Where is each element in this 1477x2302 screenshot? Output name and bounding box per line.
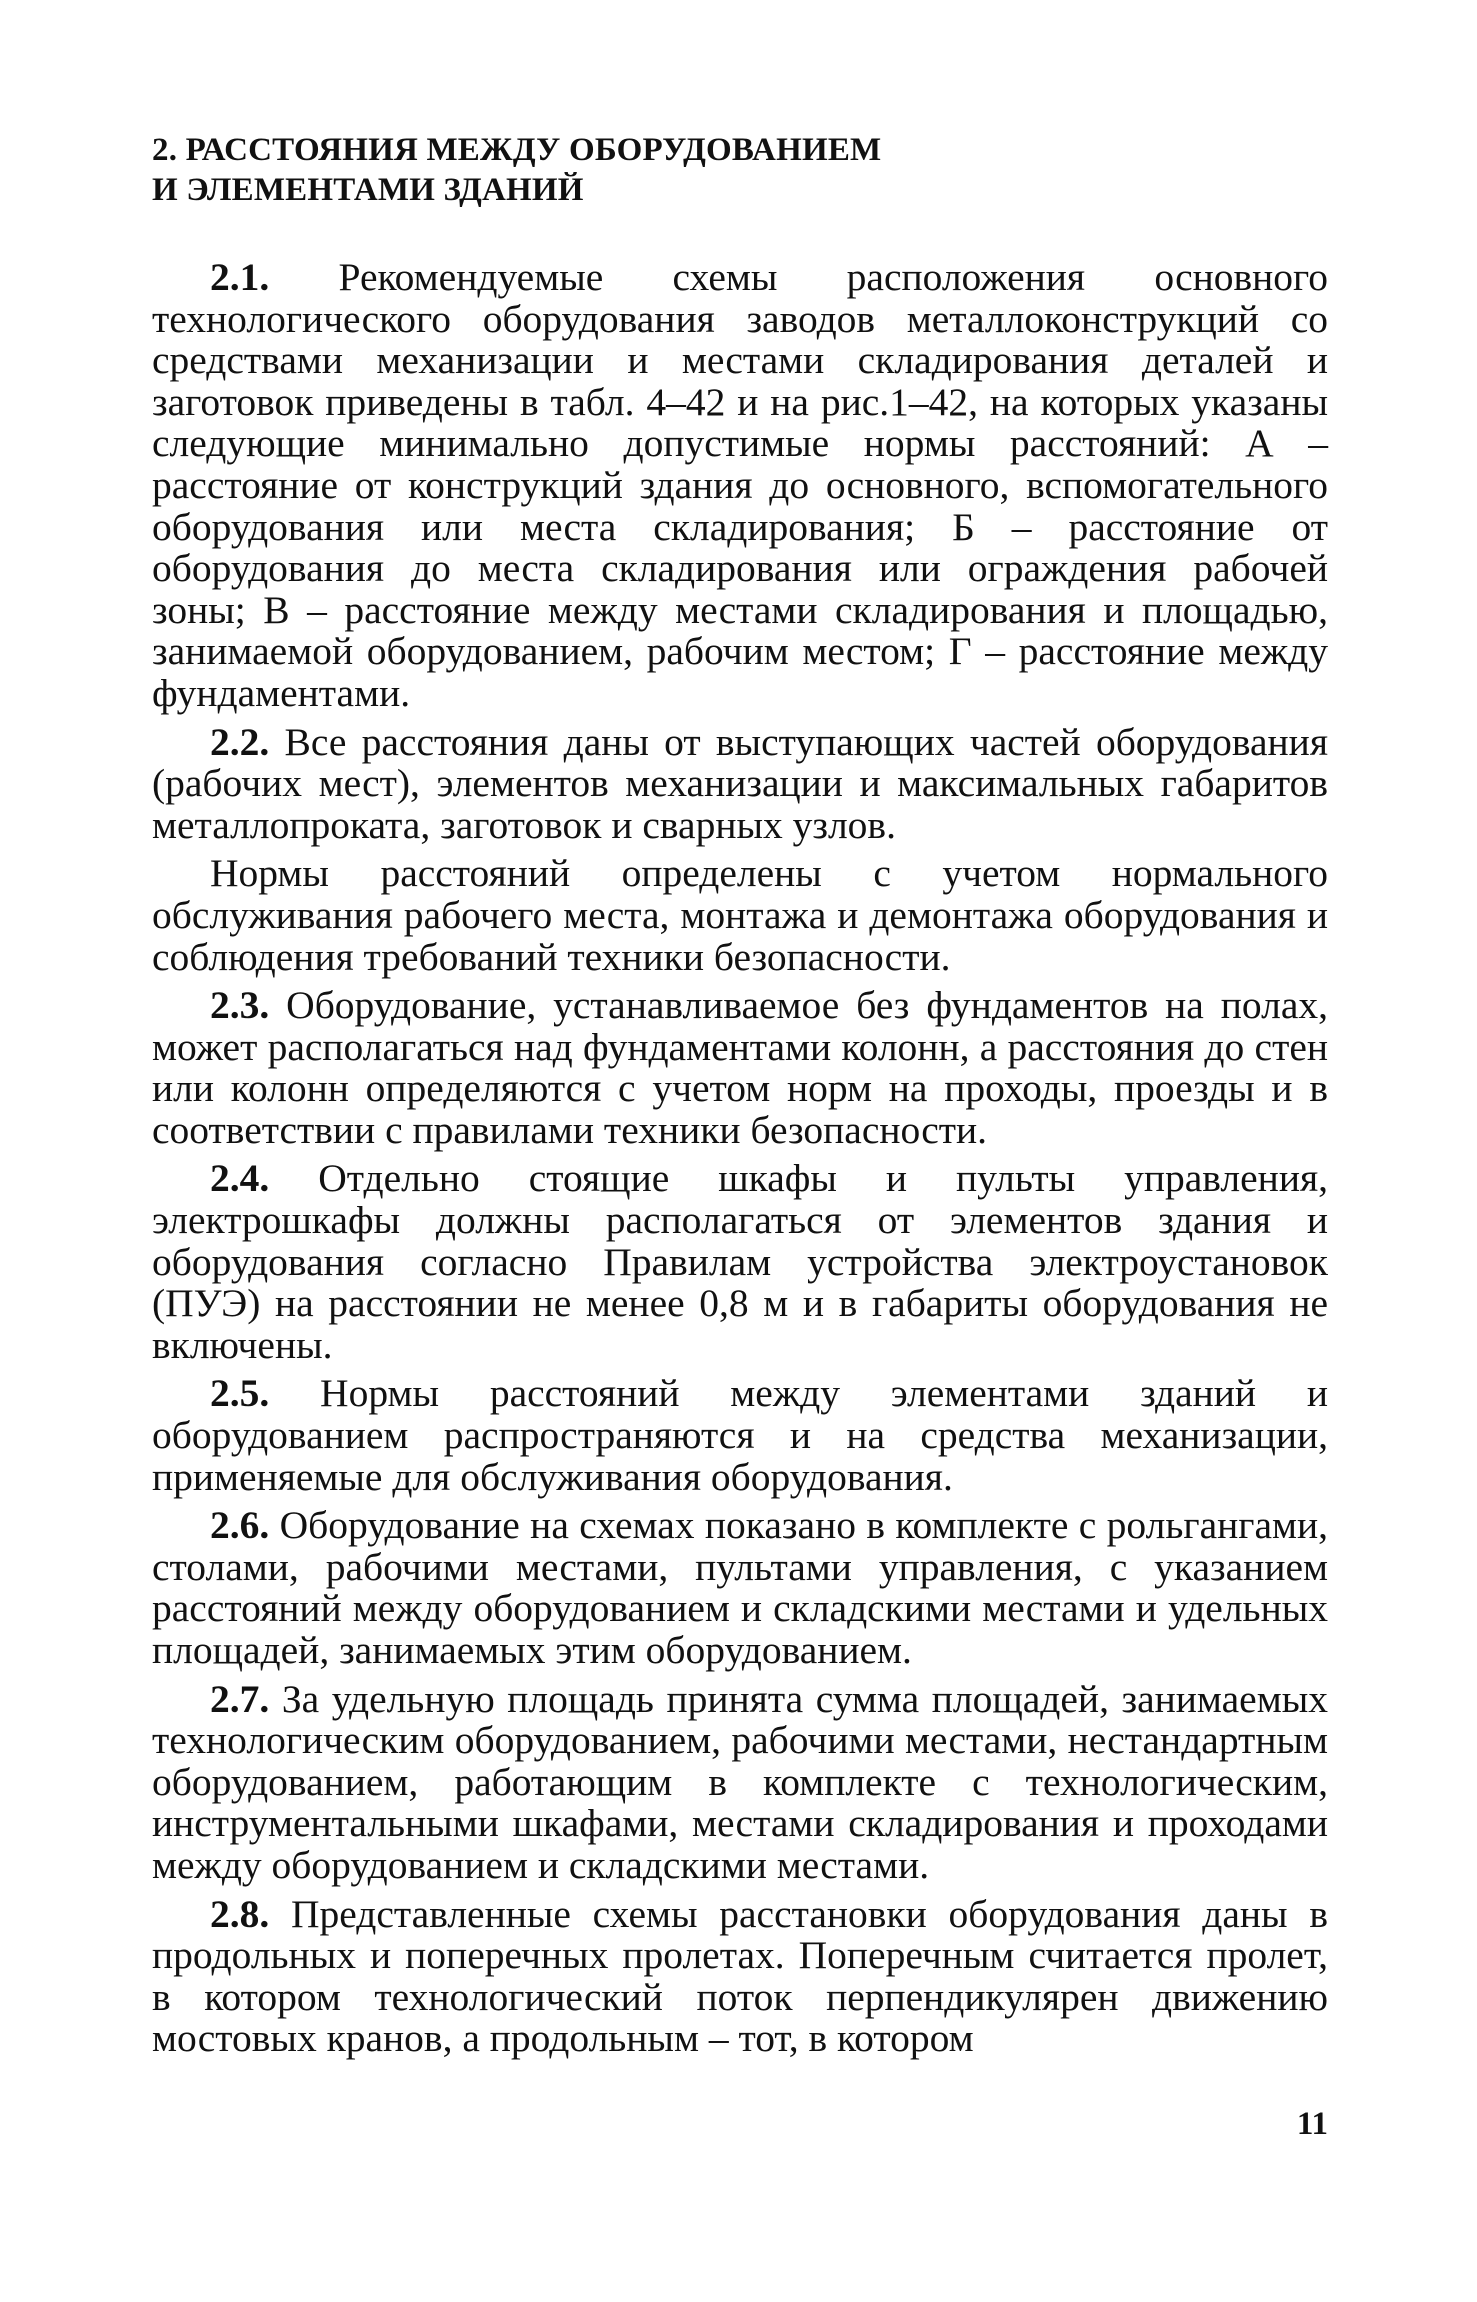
paragraph-2-6	[152, 1505, 1328, 1671]
paragraph-number: 2.3.	[210, 983, 270, 1028]
paragraph-2-4	[152, 1158, 1328, 1366]
paragraph-text: Рекомендуемые схемы расположения основного технологического оборудования заводов металлоконструкций со средствами механизации и местами складирования деталей и заготовок приведены в табл. 4–42 и на рис.1–42, на которых указаны следующие минимально допустимые нормы расстояний: А – расстояние от конструкций здания до основного, вспомогательного оборудования или места складирования; Б – расстояние от оборудования до места складирования или ограждения рабочей зоны; В – расстояние между местами складирования и площадью, занимаемой оборудованием, рабочим местом; Г – расстояние между фундаментами.	[152, 255, 1328, 715]
body-text	[152, 257, 1328, 2060]
section-heading-line-2: И ЭЛЕМЕНТАМИ ЗДАНИЙ	[152, 172, 584, 208]
paragraph-number: 2.8.	[210, 1891, 270, 1936]
paragraph-text: За удельную площадь принята сумма площадей, занимаемых технологическим оборудованием, рабочими местами, нестандартным оборудованием, работающим в комплекте с технологическим, инструментальными шкафами, местами складирования и проходами между оборудованием и складскими местами.	[152, 1676, 1328, 1887]
paragraph-number: 2.4.	[210, 1156, 270, 1201]
paragraph-number: 2.7.	[210, 1676, 270, 1721]
page-number: 11	[1296, 2106, 1328, 2142]
paragraph-number: 2.5.	[210, 1371, 270, 1416]
paragraph-text: Все расстояния даны от выступающих частей оборудования (рабочих мест), элементов механизации и максимальных габаритов металлопроката, заготовок и сварных узлов.	[152, 719, 1328, 847]
paragraph-2-1	[152, 257, 1328, 715]
paragraph-number: 2.1.	[210, 255, 270, 299]
paragraph-2-2	[152, 719, 1328, 847]
paragraph-number: 2.2.	[210, 719, 270, 764]
paragraph-text: Отдельно стоящие шкафы и пульты управления, электрошкафы должны располагаться от элементов здания и оборудования согласно Правилам устройства электроустановок (ПУЭ) на расстоянии не менее 0,8 м и в габариты оборудования не включены.	[152, 1156, 1328, 1367]
paragraph-text: Представленные схемы расстановки оборудования даны в продольных и поперечных пролетах. Поперечным считается пролет, в котором технологический поток перпендикулярен движению мостовых кранов, а продольным – тот, в котором	[152, 1891, 1328, 2061]
paragraph-2-8	[152, 1891, 1328, 2061]
paragraph-2-7	[152, 1676, 1328, 1887]
paragraph-number: 2.6.	[210, 1503, 270, 1548]
paragraph-text: Оборудование на схемах показано в комплекте с рольгангами, столами, рабочими местами, пультами управления, с указанием расстояний между оборудованием и складскими местами и удельных площадей, занимаемых этим оборудованием.	[152, 1503, 1328, 1672]
section-heading	[152, 130, 1352, 210]
paragraph-2-5	[152, 1373, 1328, 1498]
paragraph-text: Оборудование, устанавливаемое без фундаментов на полах, может располагаться над фундаментами колонн, а расстояния до стен или колонн определяются с учетом норм на проходы, проезды и в соответствии с правилами техники безопасности.	[152, 983, 1328, 1152]
section-heading-line-1: 2. РАССТОЯНИЯ МЕЖДУ ОБОРУДОВАНИЕМ	[152, 132, 882, 168]
paragraph-text: Нормы расстояний между элементами зданий и оборудованием распространяются и на средства механизации, применяемые для обслуживания оборудования.	[152, 1371, 1328, 1499]
paragraph-2-3	[152, 985, 1328, 1151]
paragraph-norms	[152, 853, 1328, 978]
paragraph-text: Нормы расстояний определены с учетом нормального обслуживания рабочего места, монтажа и демонтажа оборудования и соблюдения требований техники безопасности.	[152, 851, 1328, 979]
